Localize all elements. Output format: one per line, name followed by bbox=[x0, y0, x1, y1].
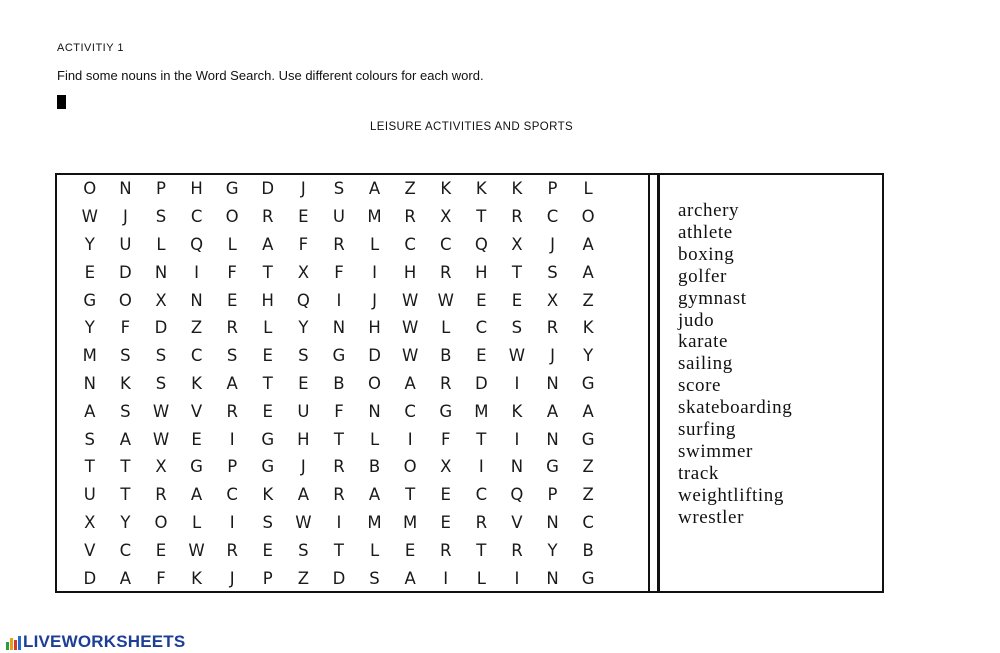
grid-cell[interactable]: H bbox=[297, 429, 310, 449]
liveworksheets-logo-icon bbox=[6, 634, 22, 650]
grid-cell[interactable]: L bbox=[191, 512, 202, 532]
grid-cell[interactable]: W bbox=[81, 207, 98, 227]
grid-cell[interactable]: E bbox=[440, 485, 451, 505]
grid-cell[interactable]: R bbox=[333, 485, 345, 505]
grid-row bbox=[72, 286, 606, 314]
word-list-item: boxing bbox=[678, 243, 735, 265]
grid-cell[interactable]: E bbox=[262, 346, 273, 366]
grid-cell[interactable]: K bbox=[511, 401, 523, 421]
grid-cell[interactable]: I bbox=[514, 429, 520, 449]
grid-cell[interactable]: F bbox=[440, 429, 451, 449]
grid-cell[interactable]: Z bbox=[297, 568, 310, 588]
grid-cell[interactable]: G bbox=[581, 568, 595, 588]
word-list-item: skateboarding bbox=[678, 397, 793, 419]
grid-cell[interactable]: L bbox=[156, 234, 166, 254]
grid-cell[interactable]: N bbox=[510, 457, 524, 477]
grid-cell[interactable]: U bbox=[83, 485, 96, 505]
grid-cell[interactable]: C bbox=[475, 318, 488, 338]
logo-bar bbox=[14, 640, 17, 650]
grid-cell[interactable]: Z bbox=[582, 485, 594, 505]
grid-cell[interactable]: N bbox=[368, 401, 381, 421]
word-list-item: golfer bbox=[678, 265, 727, 287]
grid-cell[interactable]: G bbox=[225, 179, 239, 199]
grid-cell[interactable]: W bbox=[401, 290, 419, 310]
grid-cell[interactable]: N bbox=[190, 290, 203, 310]
grid-cell[interactable]: N bbox=[546, 429, 559, 449]
grid-cell[interactable]: E bbox=[511, 290, 523, 310]
grid-row bbox=[72, 314, 606, 342]
grid-cell[interactable]: W bbox=[152, 429, 170, 449]
grid-cell[interactable]: S bbox=[155, 346, 167, 366]
grid-cell[interactable]: W bbox=[401, 346, 419, 366]
grid-cell[interactable]: L bbox=[369, 234, 380, 254]
word-list-item: judo bbox=[678, 309, 715, 331]
grid-cell[interactable]: E bbox=[191, 429, 202, 449]
grid-cell[interactable]: V bbox=[511, 512, 523, 532]
grid-row bbox=[72, 564, 606, 592]
grid-cell[interactable]: Z bbox=[404, 179, 416, 199]
grid-cell[interactable]: T bbox=[333, 429, 344, 449]
grid-cell[interactable]: P bbox=[227, 457, 238, 477]
grid-cell[interactable]: Y bbox=[84, 234, 95, 254]
grid-cell[interactable]: R bbox=[440, 262, 452, 282]
activity-label: ACTIVITIY 1 bbox=[57, 42, 125, 54]
grid-cell[interactable]: G bbox=[261, 429, 275, 449]
grid-cell[interactable]: A bbox=[368, 485, 381, 505]
grid-cell[interactable]: R bbox=[440, 540, 452, 560]
grid-row bbox=[72, 509, 606, 537]
grid-cell[interactable]: H bbox=[403, 262, 417, 282]
grid-cell[interactable]: N bbox=[154, 262, 168, 282]
grid-cell[interactable]: L bbox=[263, 318, 273, 338]
grid-cell[interactable]: K bbox=[475, 179, 487, 199]
grid-cell[interactable]: S bbox=[120, 346, 131, 366]
logo-bar bbox=[10, 638, 13, 650]
grid-cell[interactable]: S bbox=[298, 540, 309, 560]
grid-cell[interactable]: M bbox=[367, 207, 382, 227]
grid-cell[interactable]: X bbox=[440, 457, 452, 477]
grid-row bbox=[72, 370, 606, 398]
grid-cell[interactable]: F bbox=[227, 262, 237, 282]
grid-cell[interactable]: O bbox=[368, 373, 382, 393]
grid-cell[interactable]: B bbox=[333, 373, 345, 393]
grid-cell[interactable]: V bbox=[84, 540, 96, 560]
letter-grid bbox=[72, 175, 606, 592]
grid-cell[interactable]: N bbox=[546, 568, 559, 588]
grid-cell[interactable]: N bbox=[332, 318, 346, 338]
grid-cell[interactable]: B bbox=[440, 346, 452, 366]
word-list bbox=[678, 200, 792, 529]
grid-cell[interactable]: D bbox=[83, 568, 97, 588]
grid-cell[interactable]: P bbox=[547, 485, 558, 505]
grid-cell[interactable]: D bbox=[474, 373, 488, 393]
grid-cell[interactable]: E bbox=[84, 262, 96, 282]
grid-cell[interactable]: A bbox=[119, 429, 132, 449]
grid-cell[interactable]: O bbox=[118, 290, 132, 310]
grid-cell[interactable]: B bbox=[368, 457, 381, 477]
grid-row bbox=[72, 397, 606, 425]
grid-cell[interactable]: S bbox=[511, 318, 523, 338]
divider-line bbox=[657, 173, 660, 593]
logo-bar bbox=[6, 642, 9, 650]
liveworksheets-logo[interactable] bbox=[6, 632, 185, 652]
page-heading: LEISURE ACTIVITIES AND SPORTS bbox=[370, 121, 574, 133]
grid-cell[interactable]: C bbox=[190, 346, 203, 366]
grid-cell[interactable]: A bbox=[404, 373, 416, 393]
grid-cell[interactable]: E bbox=[155, 540, 167, 560]
grid-cell[interactable]: K bbox=[119, 373, 131, 393]
grid-cell[interactable]: R bbox=[226, 401, 238, 421]
grid-cell[interactable]: J bbox=[550, 346, 555, 366]
grid-cell[interactable]: A bbox=[84, 401, 96, 421]
logo-text: LIVEWORKSHEETS bbox=[23, 632, 186, 651]
grid-cell[interactable]: K bbox=[511, 179, 523, 199]
grid-cell[interactable]: A bbox=[368, 179, 381, 199]
grid-cell[interactable]: T bbox=[405, 485, 416, 505]
grid-cell[interactable]: T bbox=[120, 457, 131, 477]
grid-cell[interactable]: K bbox=[440, 179, 452, 199]
grid-row bbox=[72, 175, 606, 203]
grid-cell[interactable]: U bbox=[332, 207, 345, 227]
grid-cell[interactable]: R bbox=[226, 318, 238, 338]
grid-cell[interactable]: A bbox=[119, 568, 132, 588]
grid-cell[interactable]: A bbox=[582, 234, 594, 254]
word-list-item: score bbox=[678, 375, 722, 397]
grid-cell[interactable]: K bbox=[582, 318, 594, 338]
grid-cell[interactable]: G bbox=[190, 457, 203, 477]
grid-cell[interactable]: I bbox=[336, 512, 342, 532]
grid-cell[interactable]: F bbox=[334, 262, 344, 282]
grid-cell[interactable]: E bbox=[262, 401, 273, 421]
grid-cell[interactable]: C bbox=[546, 207, 559, 227]
grid-cell[interactable]: A bbox=[297, 485, 309, 505]
grid-cell[interactable]: C bbox=[475, 485, 488, 505]
grid-cell[interactable]: W bbox=[508, 346, 526, 366]
grid-cell[interactable]: M bbox=[82, 346, 97, 366]
grid-cell[interactable]: D bbox=[154, 318, 168, 338]
grid-cell[interactable]: O bbox=[83, 179, 97, 199]
grid-cell[interactable]: Q bbox=[296, 290, 310, 310]
grid-cell[interactable]: D bbox=[261, 179, 275, 199]
grid-cell[interactable]: E bbox=[262, 540, 273, 560]
grid-cell[interactable]: J bbox=[372, 290, 377, 310]
grid-cell[interactable]: X bbox=[440, 207, 452, 227]
grid-row bbox=[72, 258, 606, 286]
instruction-text: Find some nouns in the Word Search. Use different colours for each word. bbox=[57, 68, 484, 83]
grid-row bbox=[72, 481, 606, 509]
grid-cell[interactable]: F bbox=[156, 568, 166, 588]
grid-cell[interactable]: S bbox=[298, 346, 309, 366]
grid-cell[interactable]: H bbox=[190, 179, 203, 199]
grid-cell[interactable]: R bbox=[511, 207, 523, 227]
grid-cell[interactable]: H bbox=[368, 318, 381, 338]
grid-cell[interactable]: W bbox=[188, 540, 205, 560]
grid-cell[interactable]: E bbox=[476, 290, 487, 310]
grid-cell[interactable]: T bbox=[262, 373, 273, 393]
word-list-item: karate bbox=[678, 331, 729, 353]
word-list-item: archery bbox=[678, 200, 740, 221]
grid-row bbox=[72, 342, 606, 370]
grid-cell[interactable]: J bbox=[300, 179, 306, 199]
grid-cell[interactable]: E bbox=[404, 540, 416, 560]
grid-cell[interactable]: X bbox=[546, 290, 559, 310]
grid-cell[interactable]: I bbox=[372, 262, 377, 282]
grid-row bbox=[72, 536, 606, 564]
word-list-item: track bbox=[678, 462, 719, 484]
word-list-item: gymnast bbox=[678, 287, 747, 309]
grid-cell[interactable]: U bbox=[297, 401, 310, 421]
grid-cell[interactable]: T bbox=[476, 207, 487, 227]
grid-cell[interactable]: W bbox=[401, 318, 419, 338]
grid-cell[interactable]: N bbox=[546, 373, 559, 393]
grid-cell[interactable]: L bbox=[583, 179, 593, 199]
grid-cell[interactable]: R bbox=[511, 540, 523, 560]
grid-cell[interactable]: C bbox=[190, 207, 203, 227]
grid-cell[interactable]: S bbox=[155, 207, 167, 227]
grid-cell[interactable]: O bbox=[581, 207, 595, 227]
grid-cell[interactable]: A bbox=[582, 401, 594, 421]
grid-cell[interactable]: Z bbox=[190, 318, 203, 338]
grid-cell[interactable]: S bbox=[120, 401, 131, 421]
grid-cell[interactable]: A bbox=[190, 485, 203, 505]
grid-cell[interactable]: T bbox=[333, 540, 344, 560]
grid-cell[interactable]: Q bbox=[510, 485, 524, 505]
grid-cell[interactable]: J bbox=[300, 457, 306, 477]
grid-cell[interactable]: Y bbox=[120, 512, 131, 532]
grid-cell[interactable]: Z bbox=[582, 457, 594, 477]
word-list-item: surfing bbox=[678, 419, 737, 441]
grid-cell[interactable]: C bbox=[404, 401, 416, 421]
grid-cell[interactable]: S bbox=[547, 262, 558, 282]
grid-cell[interactable]: E bbox=[440, 512, 451, 532]
grid-cell[interactable]: G bbox=[332, 346, 346, 366]
grid-cell[interactable]: Q bbox=[474, 234, 488, 254]
grid-cell[interactable]: R bbox=[262, 207, 274, 227]
grid-cell[interactable]: M bbox=[367, 512, 382, 532]
grid-cell[interactable]: I bbox=[229, 429, 235, 449]
grid-cell[interactable]: J bbox=[229, 568, 235, 588]
grid-cell[interactable]: P bbox=[262, 568, 273, 588]
grid-cell[interactable]: K bbox=[191, 568, 202, 588]
grid-cell[interactable]: R bbox=[440, 373, 452, 393]
grid-cell[interactable]: E bbox=[298, 207, 309, 227]
word-list-item: weightlifting bbox=[678, 484, 784, 506]
grid-cell[interactable]: T bbox=[476, 540, 487, 560]
grid-cell[interactable]: A bbox=[226, 373, 238, 393]
grid-cell[interactable]: Q bbox=[190, 234, 204, 254]
grid-cell[interactable]: G bbox=[581, 373, 595, 393]
grid-cell[interactable]: N bbox=[83, 373, 96, 393]
grid-cell[interactable]: V bbox=[190, 401, 203, 421]
grid-cell[interactable]: Z bbox=[582, 290, 594, 310]
grid-cell[interactable]: H bbox=[261, 290, 274, 310]
grid-cell[interactable]: D bbox=[119, 262, 132, 282]
grid-cell[interactable]: Y bbox=[547, 540, 558, 560]
grid-cell[interactable]: R bbox=[155, 485, 167, 505]
grid-cell[interactable]: G bbox=[581, 429, 595, 449]
grid-cell[interactable]: I bbox=[194, 262, 200, 282]
grid-cell[interactable]: F bbox=[298, 234, 309, 254]
grid-cell[interactable]: Y bbox=[583, 346, 594, 366]
grid-cell[interactable]: O bbox=[403, 457, 417, 477]
grid-cell[interactable]: D bbox=[332, 568, 346, 588]
grid-cell[interactable]: E bbox=[226, 290, 238, 310]
grid-row bbox=[72, 231, 606, 259]
grid-cell[interactable]: W bbox=[152, 401, 170, 421]
grid-cell[interactable]: S bbox=[333, 179, 345, 199]
grid-cell[interactable]: S bbox=[226, 346, 238, 366]
grid-row bbox=[72, 203, 606, 231]
grid-cell[interactable]: Y bbox=[298, 318, 309, 338]
grid-cell[interactable]: L bbox=[369, 429, 380, 449]
grid-cell[interactable]: P bbox=[547, 179, 558, 199]
grid-cell[interactable]: T bbox=[262, 262, 273, 282]
grid-cell[interactable]: L bbox=[227, 234, 237, 254]
grid-cell[interactable]: G bbox=[261, 457, 275, 477]
word-list-item: wrestler bbox=[678, 506, 744, 528]
grid-cell[interactable]: L bbox=[369, 540, 380, 560]
grid-cell[interactable]: S bbox=[155, 373, 167, 393]
grid-cell[interactable]: R bbox=[226, 540, 238, 560]
divider-line bbox=[648, 173, 650, 593]
grid-cell[interactable]: X bbox=[155, 290, 167, 310]
grid-cell[interactable]: U bbox=[119, 234, 132, 254]
grid-cell[interactable]: I bbox=[478, 457, 484, 477]
grid-cell[interactable]: R bbox=[333, 234, 345, 254]
grid-row bbox=[72, 453, 606, 481]
grid-cell[interactable]: R bbox=[546, 318, 559, 338]
grid-cell[interactable]: K bbox=[191, 373, 202, 393]
grid-cell[interactable]: I bbox=[443, 568, 449, 588]
grid-cell[interactable]: W bbox=[295, 512, 312, 532]
grid-cell[interactable]: X bbox=[511, 234, 523, 254]
grid-cell[interactable]: W bbox=[437, 290, 454, 310]
grid-cell[interactable]: R bbox=[475, 512, 488, 532]
grid-cell[interactable]: D bbox=[368, 346, 381, 366]
grid-cell[interactable]: M bbox=[403, 512, 418, 532]
grid-cell[interactable]: J bbox=[550, 234, 555, 254]
grid-cell[interactable]: G bbox=[439, 401, 453, 421]
grid-cell[interactable]: F bbox=[334, 401, 344, 421]
grid-cell[interactable]: A bbox=[546, 401, 559, 421]
grid-cell[interactable]: S bbox=[369, 568, 380, 588]
grid-cell[interactable]: N bbox=[119, 179, 132, 199]
grid-cell[interactable]: S bbox=[84, 429, 96, 449]
grid-cell[interactable]: S bbox=[262, 512, 273, 532]
grid-cell[interactable]: I bbox=[229, 512, 235, 532]
grid-cell[interactable]: K bbox=[262, 485, 274, 505]
grid-cell[interactable]: C bbox=[119, 540, 132, 560]
grid-cell[interactable]: X bbox=[155, 457, 167, 477]
grid-cell[interactable]: N bbox=[546, 512, 559, 532]
grid-cell[interactable]: X bbox=[84, 512, 96, 532]
logo-bar bbox=[18, 636, 21, 650]
word-list-item: sailing bbox=[678, 353, 733, 375]
grid-cell[interactable]: A bbox=[582, 262, 594, 282]
grid-cell[interactable]: L bbox=[476, 568, 486, 588]
grid-cell[interactable]: C bbox=[226, 485, 238, 505]
grid-cell[interactable]: E bbox=[298, 373, 309, 393]
grid-cell[interactable]: M bbox=[474, 401, 489, 421]
grid-cell[interactable]: P bbox=[156, 179, 166, 199]
grid-cell[interactable]: O bbox=[154, 512, 168, 532]
grid-cell[interactable]: R bbox=[333, 457, 345, 477]
grid-cell[interactable]: C bbox=[439, 234, 452, 254]
grid-cell[interactable]: C bbox=[404, 234, 416, 254]
grid-cell[interactable]: B bbox=[582, 540, 594, 560]
grid-cell[interactable]: L bbox=[441, 318, 451, 338]
grid-cell[interactable]: I bbox=[407, 429, 413, 449]
grid-cell[interactable]: G bbox=[546, 457, 559, 477]
grid-cell[interactable]: J bbox=[122, 207, 128, 227]
grid-cell[interactable]: E bbox=[476, 346, 487, 366]
grid-cell[interactable]: T bbox=[476, 429, 487, 449]
grid-cell[interactable]: T bbox=[84, 457, 95, 477]
grid-cell[interactable]: I bbox=[336, 290, 342, 310]
grid-cell[interactable]: O bbox=[225, 207, 239, 227]
grid-cell[interactable]: H bbox=[475, 262, 488, 282]
grid-cell[interactable]: I bbox=[514, 373, 520, 393]
grid-cell[interactable]: X bbox=[297, 262, 310, 282]
grid-row bbox=[72, 425, 606, 453]
grid-cell[interactable]: T bbox=[120, 485, 131, 505]
word-list-item: swimmer bbox=[678, 440, 753, 462]
grid-cell[interactable]: T bbox=[511, 262, 522, 282]
grid-cell[interactable]: C bbox=[582, 512, 594, 532]
grid-cell[interactable]: A bbox=[262, 234, 274, 254]
grid-cell[interactable]: A bbox=[404, 568, 416, 588]
text-cursor bbox=[57, 95, 66, 109]
grid-cell[interactable]: F bbox=[120, 318, 131, 338]
grid-cell[interactable]: R bbox=[404, 207, 416, 227]
grid-cell[interactable]: I bbox=[514, 568, 520, 588]
word-list-item: athlete bbox=[678, 221, 733, 243]
grid-cell[interactable]: Y bbox=[84, 318, 95, 338]
grid-cell[interactable]: G bbox=[83, 290, 97, 310]
